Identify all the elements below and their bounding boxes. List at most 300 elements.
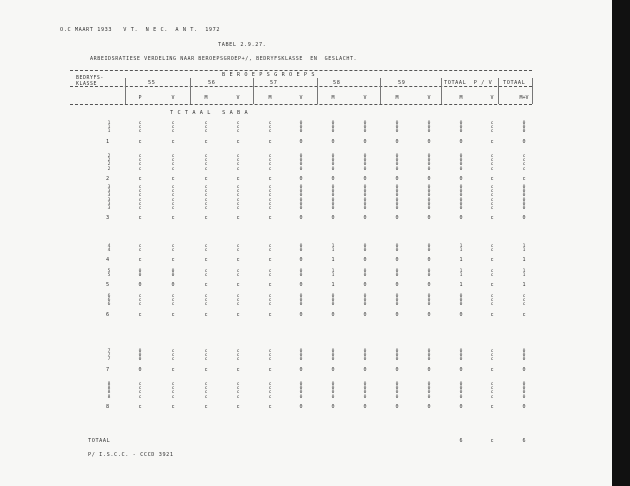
sub-cell-mark: c (268, 394, 272, 400)
sub-cell-mark: 0 (427, 201, 431, 207)
sub-cell-mark: 0 (331, 185, 335, 190)
sub-cell-mark: c (171, 382, 175, 387)
sub-cell-mark: 0 (331, 162, 335, 168)
sub-cell-mark: c (204, 273, 208, 279)
sub-cell-mark: c (236, 394, 240, 400)
sub-cell-mark: c (490, 382, 494, 387)
sub-cell-mark: c (138, 390, 142, 396)
sub-cell-mark: c (268, 349, 272, 354)
sub-cell-mark: 0 (363, 390, 367, 396)
sub-cell-mark: c (204, 185, 208, 190)
sub-cell-mark: c (236, 197, 240, 203)
column-divider (441, 78, 442, 104)
table-cell: c (204, 215, 208, 222)
sub-cell-mark: c (268, 294, 272, 299)
sub-cell-mark: 0 (299, 353, 303, 359)
sub-cell-mark: 0 (299, 158, 303, 164)
sub-row-mark: 8 (107, 386, 111, 392)
sub-cell-mark: c (490, 244, 494, 249)
sub-cell-mark: 0 (138, 353, 142, 359)
sub-cell-mark: 0 (427, 193, 431, 199)
sub-cell-mark: c (236, 382, 240, 387)
sub-cell-mark: 0 (427, 248, 431, 254)
table-cell: 0 (299, 366, 303, 373)
total-pv-header: TOTAAL P / V (444, 80, 493, 86)
sub-cell-mark: 0 (395, 248, 399, 254)
total-cell: 6 (459, 438, 463, 444)
sub-row-mark: 3 (107, 206, 111, 211)
sub-cell-mark: c (204, 248, 208, 254)
sub-cell-mark: c (138, 185, 142, 190)
sub-cell-mark: 0 (395, 269, 399, 274)
sub-cell-mark: c (490, 298, 494, 304)
column-divider (317, 78, 318, 104)
table-cell: 0 (427, 403, 431, 410)
sub-cell-mark: 0 (331, 193, 335, 199)
table-cell: c (138, 257, 142, 264)
table-cell: 0 (395, 403, 399, 410)
sub-cell-mark: 0 (138, 349, 142, 354)
table-cell: 0 (395, 366, 399, 373)
sub-cell-mark: c (522, 298, 526, 304)
sub-cell-mark: c (138, 129, 142, 135)
sub-cell-mark: 0 (522, 382, 526, 387)
sub-cell-mark: c (268, 302, 272, 308)
sub-cell-mark: 0 (522, 121, 526, 126)
sub-cell-mark: c (236, 193, 240, 199)
sub-cell-mark: 0 (299, 382, 303, 387)
sub-cell-mark: c (268, 121, 272, 126)
sub-cell-mark: 0 (459, 353, 463, 359)
sub-cell-mark: c (490, 206, 494, 211)
sub-cell-mark: c (138, 382, 142, 387)
total-cell: c (490, 438, 494, 444)
table-cell: 0 (395, 282, 399, 289)
table-cell: c (522, 175, 526, 182)
sub-cell-mark: 0 (427, 390, 431, 396)
sub-cell-mark: c (236, 386, 240, 392)
table-cell: 1 (522, 282, 526, 289)
sub-cell-mark: 0 (427, 121, 431, 126)
sub-cell-mark: 0 (427, 349, 431, 354)
rule (70, 104, 532, 105)
sub-row-mark: 6 (107, 294, 111, 299)
sub-cell-mark: 0 (522, 386, 526, 392)
sub-cell-mark: c (138, 298, 142, 304)
sub-cell-mark: 1 (522, 269, 526, 274)
sub-cell-mark: c (268, 248, 272, 254)
rule (70, 86, 532, 87)
sub-cell-mark: c (236, 302, 240, 308)
table-cell: 0 (331, 175, 335, 182)
sub-cell-mark: 0 (522, 357, 526, 363)
table-cell: 0 (299, 215, 303, 222)
sub-cell-mark: c (138, 154, 142, 159)
sub-cell-mark: 0 (299, 189, 303, 195)
sub-cell-mark: 0 (299, 394, 303, 400)
table-cell: c (236, 138, 240, 145)
sub-cell-mark: 1 (522, 244, 526, 249)
sub-cell-mark: 0 (395, 244, 399, 249)
sub-cell-mark: 0 (459, 201, 463, 207)
sub-cell-mark: 0 (299, 349, 303, 354)
sub-cell-mark: c (268, 273, 272, 279)
sub-cell-mark: c (236, 129, 240, 135)
sub-cell-mark: c (268, 185, 272, 190)
sub-cell-mark: 0 (427, 298, 431, 304)
sub-cell-mark: 0 (427, 244, 431, 249)
sub-cell-mark: 0 (395, 353, 399, 359)
table-cell: 0 (522, 215, 526, 222)
sub-cell-mark: 0 (363, 197, 367, 203)
table-title: ARBEIDSRATIESE VERDELING NAAR BEROEPSGROEP+/, BEDRYFSKLASSE EN GESLACHT. (90, 56, 358, 62)
sub-cell-mark: 0 (363, 166, 367, 172)
table-cell: c (490, 175, 494, 182)
sub-cell-mark: 0 (427, 125, 431, 131)
sub-cell-mark: c (171, 185, 175, 190)
sub-cell-mark: 1 (331, 248, 335, 254)
sub-cell-mark: 0 (299, 357, 303, 363)
sub-cell-mark: 0 (427, 382, 431, 387)
sub-cell-mark: 0 (363, 158, 367, 164)
sub-row-mark: 5 (107, 269, 111, 274)
sub-cell-mark: 0 (331, 294, 335, 299)
sub-cell-mark: 0 (395, 193, 399, 199)
row-label: 2 (106, 175, 110, 182)
table-cell: 0 (459, 366, 463, 373)
table-cell: c (171, 215, 175, 222)
table-cell: 0 (363, 215, 367, 222)
table-cell: 0 (331, 403, 335, 410)
sub-cell-mark: c (204, 121, 208, 126)
sub-cell-mark: 0 (459, 154, 463, 159)
sub-cell-mark: 0 (363, 244, 367, 249)
sub-cell-mark: 0 (299, 244, 303, 249)
table-cell: c (204, 282, 208, 289)
sub-cell-mark: c (204, 129, 208, 135)
sub-cell-mark: 0 (427, 206, 431, 211)
sub-row-mark: 4 (107, 244, 111, 249)
table-cell: 0 (331, 311, 335, 318)
group-heading: 57 (270, 80, 278, 86)
sub-cell-mark: 0 (459, 185, 463, 190)
sub-cell-mark: c (204, 166, 208, 172)
sub-cell-mark: c (490, 166, 494, 172)
sub-cell-mark: c (204, 294, 208, 299)
sub-cell-mark: 0 (331, 382, 335, 387)
row-label: 5 (106, 282, 110, 289)
sub-cell-mark: c (204, 197, 208, 203)
sub-cell-mark: c (138, 294, 142, 299)
group-heading: 59 (398, 80, 406, 86)
sub-cell-mark: c (204, 158, 208, 164)
sub-cell-mark: c (204, 193, 208, 199)
sub-cell-mark: c (490, 185, 494, 190)
table-cell: 0 (299, 257, 303, 264)
binding-edge (612, 0, 630, 486)
table-cell: c (204, 257, 208, 264)
sub-cell-mark: 0 (459, 382, 463, 387)
sub-cell-mark: c (138, 386, 142, 392)
sub-cell-mark: 0 (395, 125, 399, 131)
table-cell: c (490, 138, 494, 145)
table-cell: 0 (427, 215, 431, 222)
table-cell: 0 (363, 403, 367, 410)
sub-cell-mark: 0 (427, 162, 431, 168)
sub-cell-mark: 0 (459, 206, 463, 211)
sub-cell-mark: 0 (299, 206, 303, 211)
table-cell: 0 (427, 138, 431, 145)
sub-cell-mark: 0 (395, 273, 399, 279)
table-cell: c (268, 282, 272, 289)
sub-cell-mark: c (236, 248, 240, 254)
table-cell: c (236, 366, 240, 373)
sub-cell-mark: c (138, 244, 142, 249)
sub-cell-mark: c (171, 121, 175, 126)
sub-cell-mark: 0 (363, 298, 367, 304)
sub-cell-mark: c (268, 189, 272, 195)
table-cell: c (171, 366, 175, 373)
sub-cell-mark: 0 (427, 185, 431, 190)
sub-cell-mark: 0 (459, 357, 463, 363)
sub-cell-mark: 1 (331, 244, 335, 249)
sub-cell-mark: 0 (331, 201, 335, 207)
sub-cell-mark: 0 (395, 189, 399, 195)
sub-cell-mark: c (204, 244, 208, 249)
table-cell: c (138, 311, 142, 318)
sub-cell-mark: 0 (363, 185, 367, 190)
column-divider (380, 78, 381, 104)
table-cell: 0 (138, 282, 142, 289)
row-label: 1 (106, 138, 110, 145)
table-cell: c (490, 403, 494, 410)
sub-cell-mark: 0 (395, 302, 399, 308)
column-divider (532, 78, 533, 104)
sub-row-mark: 2 (107, 166, 111, 172)
sub-cell-mark: c (268, 390, 272, 396)
sub-cell-mark: 1 (522, 273, 526, 279)
table-cell: 0 (459, 138, 463, 145)
sub-cell-mark: 0 (459, 129, 463, 135)
sub-cell-mark: c (171, 248, 175, 254)
table-cell: c (490, 215, 494, 222)
table-number: TABEL 2.9.27. (218, 42, 267, 48)
sub-cell-mark: c (490, 349, 494, 354)
table-cell: c (268, 311, 272, 318)
table-cell: c (490, 311, 494, 318)
sub-cell-mark: 0 (459, 125, 463, 131)
table-cell: c (138, 215, 142, 222)
sub-cell-mark: c (171, 162, 175, 168)
group-heading: 56 (208, 80, 216, 86)
sub-cell-mark: 0 (331, 386, 335, 392)
sub-cell-mark: c (490, 129, 494, 135)
table-cell: 1 (459, 282, 463, 289)
sub-cell-mark: 0 (363, 129, 367, 135)
table-cell: 0 (427, 311, 431, 318)
sub-cell-mark: 0 (299, 121, 303, 126)
total-row-label: TOTAAL (88, 438, 111, 444)
sub-cell-mark: c (268, 357, 272, 363)
sub-cell-mark: c (236, 294, 240, 299)
table-cell: 0 (299, 175, 303, 182)
column-divider (498, 78, 499, 104)
table-cell: 0 (363, 366, 367, 373)
sub-cell-mark: c (204, 390, 208, 396)
sub-cell-mark: 0 (363, 125, 367, 131)
sub-cell-mark: 0 (331, 357, 335, 363)
sub-row-mark: 8 (107, 382, 111, 387)
sub-cell-mark: 0 (522, 125, 526, 131)
sub-cell-mark: c (490, 154, 494, 159)
sub-cell-mark: c (490, 193, 494, 199)
sub-cell-mark: c (268, 206, 272, 211)
sub-cell-mark: 0 (459, 390, 463, 396)
sub-cell-mark: c (268, 269, 272, 274)
table-cell: 1 (331, 282, 335, 289)
sub-cell-mark: 0 (522, 394, 526, 400)
sub-cell-mark: 0 (299, 193, 303, 199)
sub-row-mark: 2 (107, 154, 111, 159)
sub-cell-mark: c (138, 162, 142, 168)
sub-cell-mark: c (204, 154, 208, 159)
sub-cell-mark: 0 (395, 158, 399, 164)
sub-column-label: V (490, 95, 494, 101)
sub-cell-mark: c (490, 386, 494, 392)
sub-cell-mark: 0 (331, 298, 335, 304)
sub-cell-mark: 0 (331, 394, 335, 400)
sub-cell-mark: 0 (363, 357, 367, 363)
sub-cell-mark: 0 (395, 382, 399, 387)
sub-cell-mark: 1 (459, 244, 463, 249)
sub-cell-mark: 0 (138, 269, 142, 274)
sub-row-mark: 6 (107, 302, 111, 308)
sub-cell-mark: c (490, 248, 494, 254)
sub-cell-mark: c (268, 166, 272, 172)
group-heading: 58 (333, 80, 341, 86)
sub-cell-mark: c (236, 298, 240, 304)
sub-cell-mark: 0 (427, 386, 431, 392)
sub-cell-mark: c (204, 206, 208, 211)
sub-cell-mark: c (171, 166, 175, 172)
sub-cell-mark: 0 (395, 121, 399, 126)
sub-cell-mark: 0 (522, 185, 526, 190)
column-divider (190, 78, 191, 104)
table-cell: c (236, 311, 240, 318)
sub-row-mark: 3 (107, 201, 111, 207)
sub-cell-mark: 0 (363, 269, 367, 274)
sub-cell-mark: 0 (522, 349, 526, 354)
sub-cell-mark: 0 (395, 206, 399, 211)
table-cell: c (204, 403, 208, 410)
sub-cell-mark: 0 (522, 206, 526, 211)
sub-cell-mark: c (268, 197, 272, 203)
sub-cell-mark: 0 (395, 386, 399, 392)
sub-cell-mark: 0 (138, 357, 142, 363)
sub-cell-mark: c (171, 298, 175, 304)
sub-cell-mark: 0 (395, 298, 399, 304)
sub-row-mark: 7 (107, 353, 111, 359)
sub-cell-mark: 0 (427, 166, 431, 172)
table-cell: 0 (363, 282, 367, 289)
sub-cell-mark: c (204, 302, 208, 308)
table-cell: c (171, 138, 175, 145)
sub-cell-mark: c (490, 121, 494, 126)
sub-cell-mark: c (268, 158, 272, 164)
sub-cell-mark: 0 (138, 273, 142, 279)
table-cell: c (236, 215, 240, 222)
sub-cell-mark: 1 (459, 269, 463, 274)
sub-cell-mark: c (522, 294, 526, 299)
table-cell: c (171, 311, 175, 318)
sub-cell-mark: 0 (395, 129, 399, 135)
sub-cell-mark: 0 (331, 349, 335, 354)
sub-cell-mark: c (138, 201, 142, 207)
sub-cell-mark: c (236, 166, 240, 172)
sub-cell-mark: c (171, 244, 175, 249)
sub-cell-mark: c (171, 294, 175, 299)
sub-cell-mark: c (236, 357, 240, 363)
sub-cell-mark: c (204, 201, 208, 207)
sub-cell-mark: c (268, 193, 272, 199)
sub-cell-mark: c (138, 394, 142, 400)
sub-cell-mark: 0 (363, 206, 367, 211)
sub-cell-mark: 0 (331, 125, 335, 131)
sub-cell-mark: 0 (459, 302, 463, 308)
table-cell: c (138, 175, 142, 182)
sub-cell-mark: c (268, 244, 272, 249)
sub-row-mark: 7 (107, 357, 111, 363)
sub-cell-mark: c (236, 154, 240, 159)
table-cell: 0 (395, 138, 399, 145)
sub-column-label: V (171, 95, 175, 101)
sub-row-mark: 2 (107, 162, 111, 168)
table-cell: c (236, 175, 240, 182)
sub-cell-mark: c (522, 154, 526, 159)
sub-cell-mark: c (236, 353, 240, 359)
table-cell: 0 (427, 366, 431, 373)
sub-cell-mark: c (171, 394, 175, 400)
sub-cell-mark: c (138, 302, 142, 308)
sub-cell-mark: 0 (459, 197, 463, 203)
sub-cell-mark: c (171, 357, 175, 363)
table-cell: 0 (363, 138, 367, 145)
sub-row-mark: 3 (107, 189, 111, 195)
sub-cell-mark: c (171, 125, 175, 131)
sub-cell-mark: c (204, 386, 208, 392)
table-cell: 0 (299, 282, 303, 289)
sub-cell-mark: 0 (395, 154, 399, 159)
sub-cell-mark: 0 (522, 201, 526, 207)
sub-cell-mark: c (490, 353, 494, 359)
sub-cell-mark: 0 (459, 158, 463, 164)
sub-cell-mark: 0 (363, 382, 367, 387)
table-cell: c (268, 215, 272, 222)
table-cell: 0 (395, 311, 399, 318)
sub-cell-mark: c (268, 162, 272, 168)
sub-cell-mark: c (171, 197, 175, 203)
sub-cell-mark: 0 (459, 166, 463, 172)
table-cell: c (204, 311, 208, 318)
sub-cell-mark: c (522, 302, 526, 308)
sub-cell-mark: 0 (459, 386, 463, 392)
sub-cell-mark: c (490, 273, 494, 279)
table-cell: c (236, 257, 240, 264)
sub-cell-mark: c (204, 269, 208, 274)
sub-cell-mark: c (171, 349, 175, 354)
sub-cell-mark: 0 (331, 189, 335, 195)
sub-cell-mark: c (236, 162, 240, 168)
